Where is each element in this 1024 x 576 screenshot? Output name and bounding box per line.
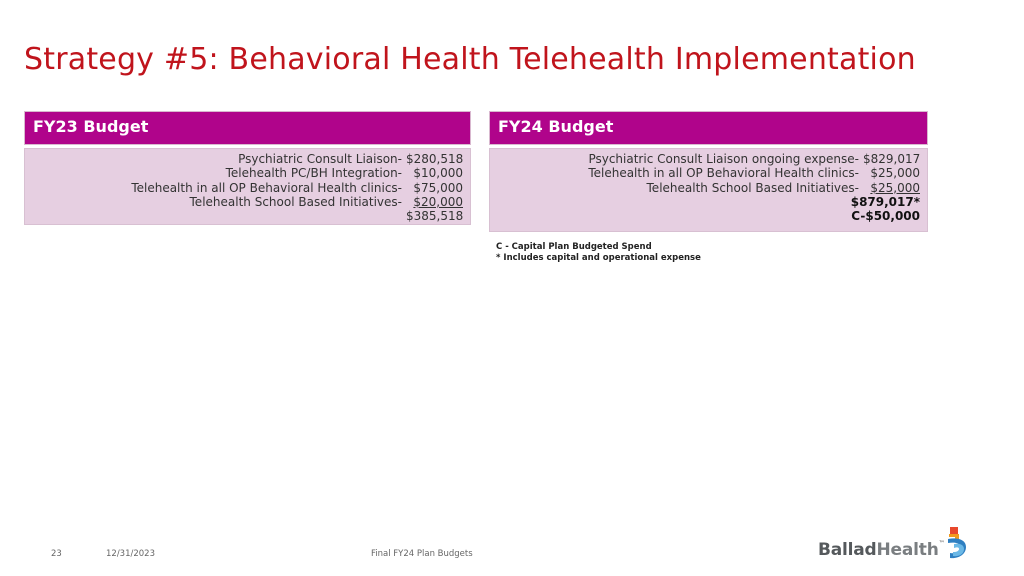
logo-mark-icon bbox=[946, 527, 976, 561]
fy24-capital-value: C-$50,000 bbox=[851, 209, 920, 224]
page-title: Strategy #5: Behavioral Health Telehealth Implementation bbox=[24, 42, 916, 77]
row-value: $20,000 bbox=[413, 194, 463, 209]
note-capital: C - Capital Plan Budgeted Spend bbox=[496, 242, 652, 252]
row-value: $10,000 bbox=[413, 166, 463, 181]
row-value: $75,000 bbox=[413, 180, 463, 195]
fy24-budget-header: FY24 Budget bbox=[489, 111, 928, 145]
row-value: $25,000 bbox=[870, 166, 920, 181]
logo-wordmark bbox=[818, 540, 944, 560]
fy23-row bbox=[25, 181, 463, 195]
fy23-row bbox=[25, 152, 463, 166]
fy24-total-row bbox=[490, 195, 920, 209]
ballad-health-logo bbox=[818, 527, 978, 563]
fy23-total-value: $385,518 bbox=[406, 209, 464, 224]
row-label: Telehealth in all OP Behavioral Health clinics- bbox=[131, 180, 402, 195]
fy23-total-row bbox=[25, 209, 463, 223]
row-label: Telehealth in all OP Behavioral Health clinics- bbox=[588, 166, 859, 181]
logo-word-health: Health bbox=[876, 540, 939, 560]
row-label: Psychiatric Consult Liaison ongoing expense- bbox=[588, 152, 859, 166]
fy24-row bbox=[490, 152, 920, 166]
fy23-budget-panel bbox=[24, 148, 471, 225]
fy23-row bbox=[25, 166, 463, 180]
logo-trademark: ™ bbox=[938, 540, 945, 547]
fy23-budget-header: FY23 Budget bbox=[24, 111, 471, 145]
fy24-total-value: $879,017* bbox=[850, 194, 920, 209]
logo-word-ballad: Ballad bbox=[818, 540, 877, 560]
page-number: 23 bbox=[51, 549, 62, 559]
row-label: Telehealth School Based Initiatives- bbox=[646, 180, 859, 195]
row-value: $829,017 bbox=[863, 152, 921, 166]
fy23-row bbox=[25, 195, 463, 209]
row-value: $25,000 bbox=[870, 180, 920, 195]
row-label: Telehealth School Based Initiatives- bbox=[189, 194, 402, 209]
row-label: Telehealth PC/BH Integration- bbox=[225, 166, 402, 181]
fy24-budget-panel bbox=[489, 148, 928, 232]
fy24-row bbox=[490, 181, 920, 195]
footer-date: 12/31/2023 bbox=[106, 549, 155, 559]
note-asterisk: * Includes capital and operational expense bbox=[496, 253, 701, 263]
row-label: Psychiatric Consult Liaison- bbox=[238, 152, 402, 166]
footer-doc-title: Final FY24 Plan Budgets bbox=[371, 549, 473, 559]
fy24-capital-row bbox=[490, 209, 920, 223]
row-value: $280,518 bbox=[406, 152, 464, 166]
budget-notes bbox=[496, 242, 701, 264]
fy24-row bbox=[490, 166, 920, 180]
